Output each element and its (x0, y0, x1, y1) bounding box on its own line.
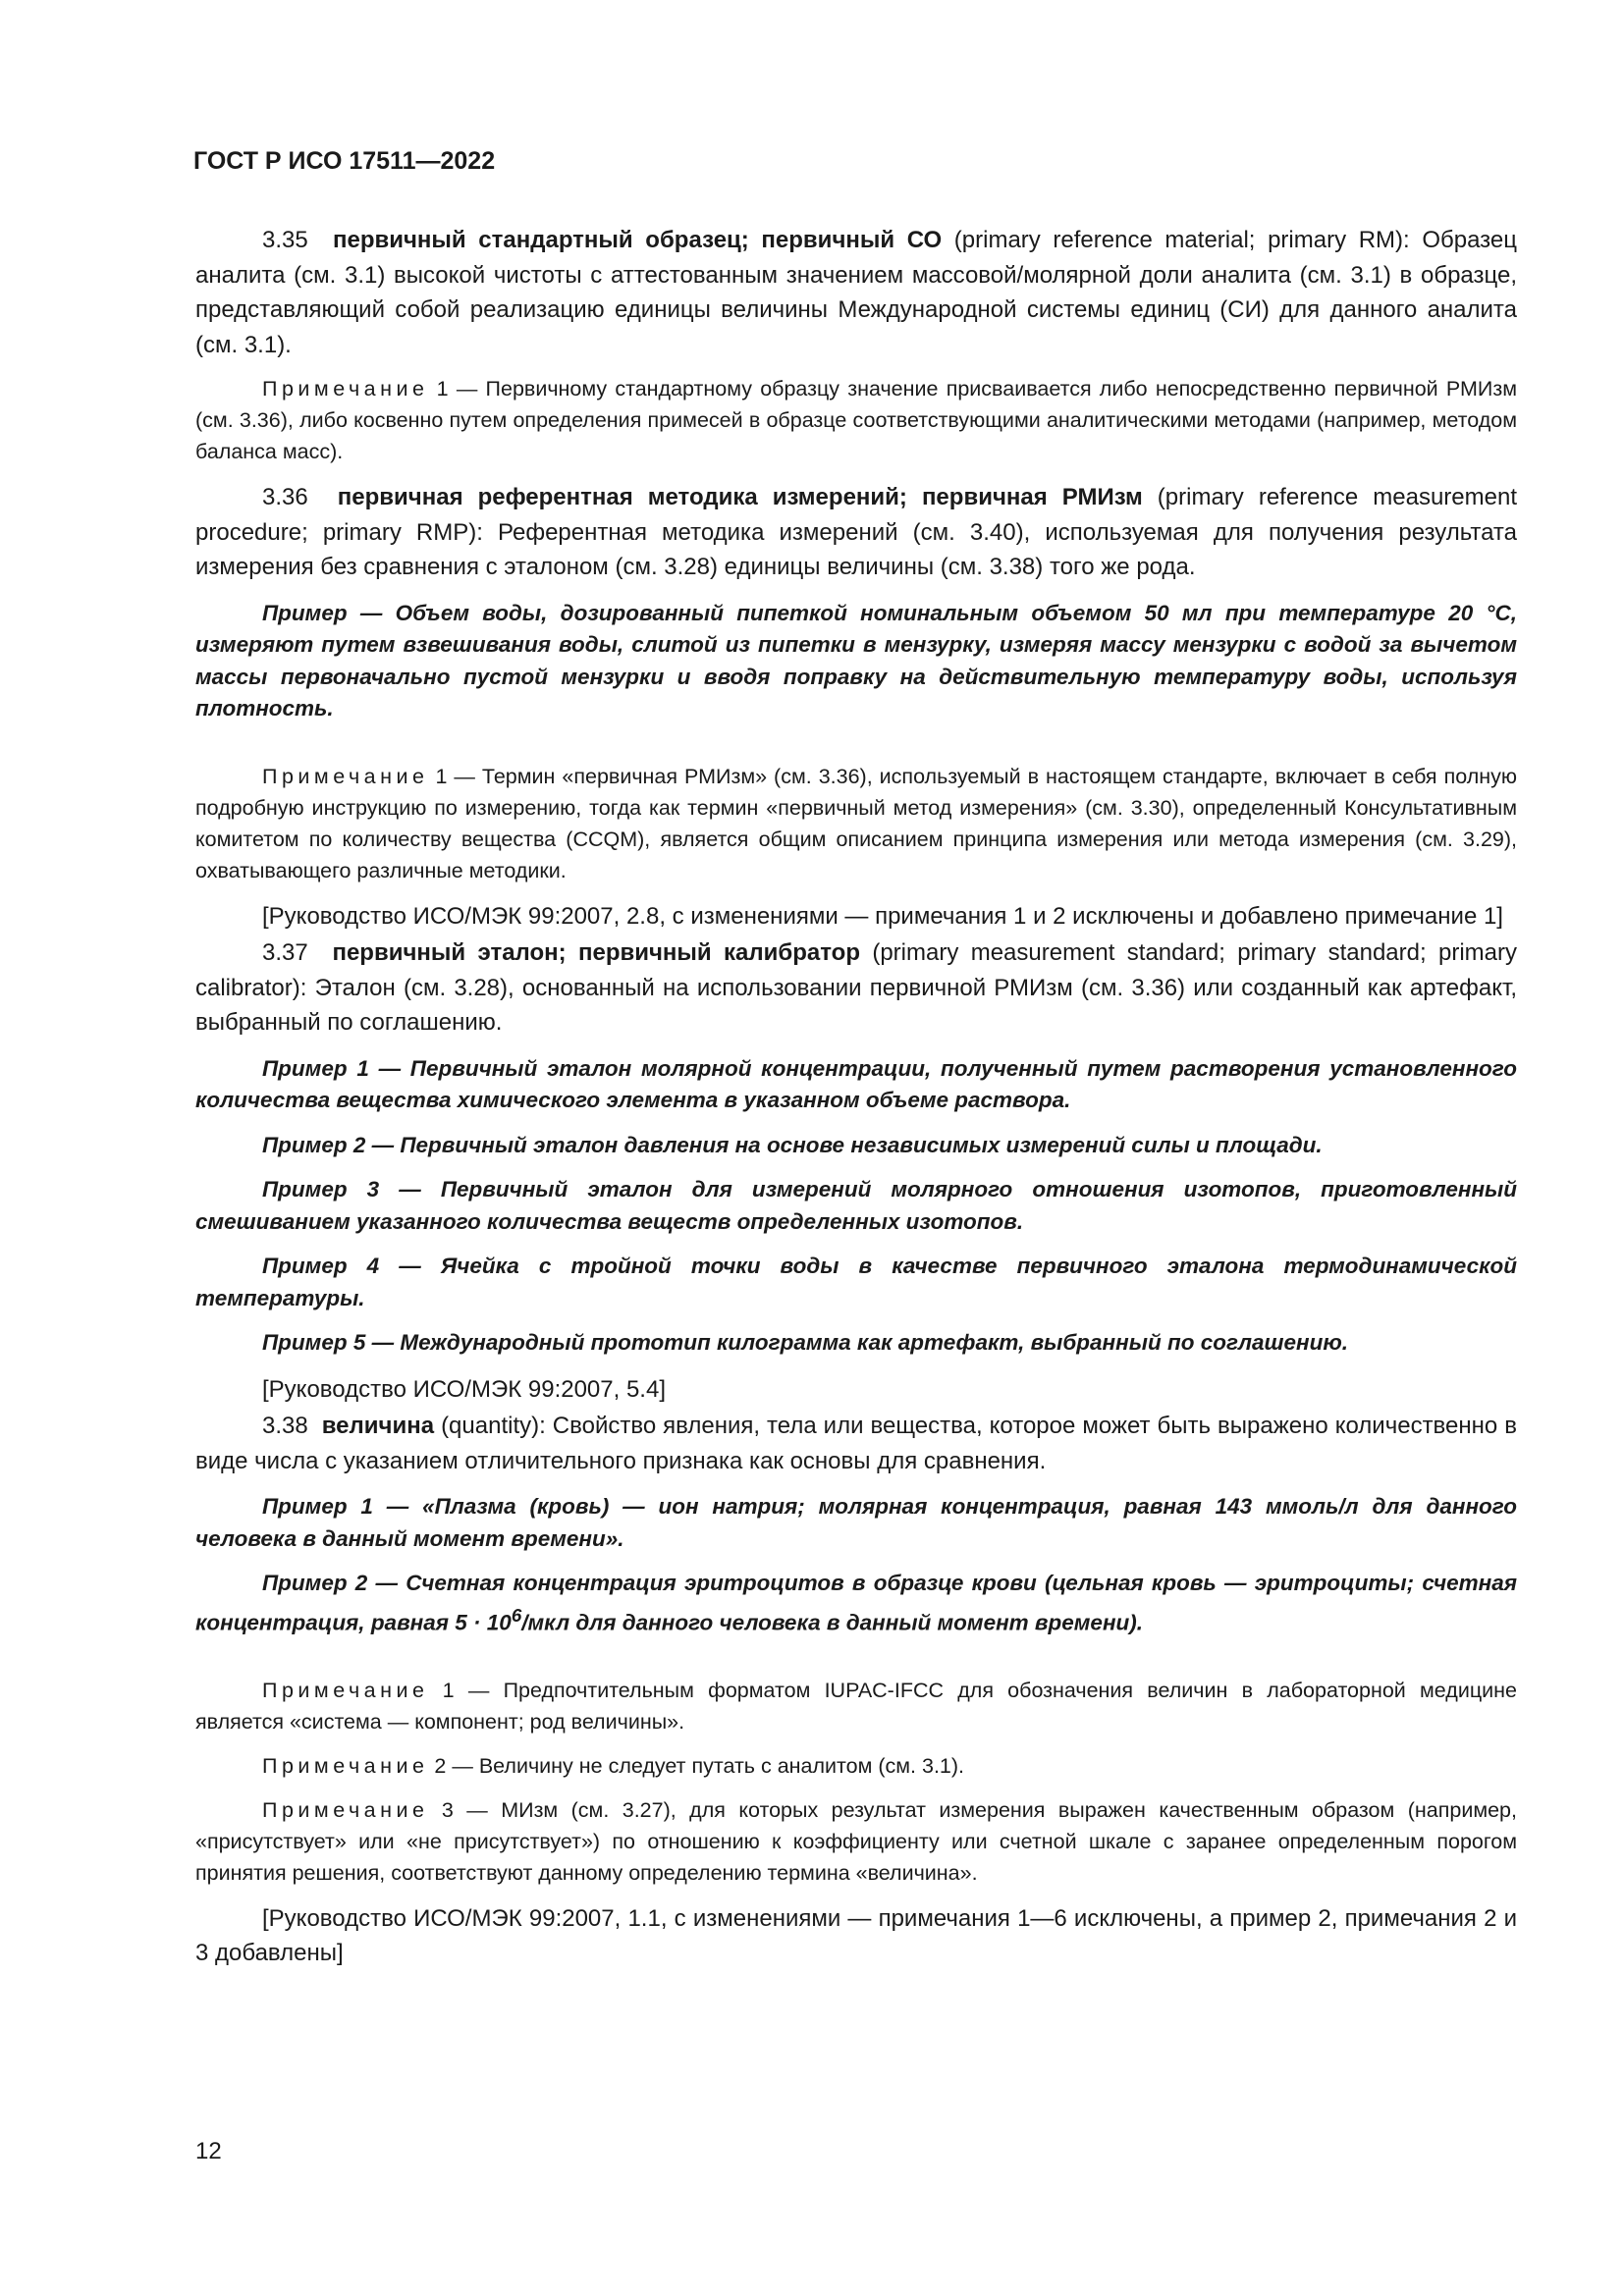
note-3-38-1 (195, 1675, 1517, 1737)
term-definition: (primary reference measurement procedure; primary RMP): Референтная методика измерений (см. 3.40), используемая для получения результата измерения без сравнения с эталоном (см. 3.28) единицы величины (см. 3.38) того же рода. (195, 484, 1517, 580)
term-number: 3.37 (262, 939, 308, 966)
note-label: Примечание (262, 377, 429, 400)
note-label: Примечание (262, 1753, 429, 1778)
term-title: первичная референтная методика измерений; первичная РМИзм (337, 484, 1143, 510)
example-3-37-5: Пример 5 — Международный прототип килограмма как артефакт, выбранный по соглашению. (262, 1330, 1349, 1355)
term-title: первичный эталон; первичный калибратор (332, 939, 860, 966)
term-definition: (quantity): Свойство явления, тела или вещества, которое может быть выражено количественно в виде числа с указанием отличительного признака как основы для сравнения. (195, 1413, 1517, 1474)
example-text: Пример 2 — Счетная концентрация эритроцитов в образце крови (цельная кровь — эритроциты; счетная концентрация, равная 5 · 10 (195, 1571, 1517, 1634)
note-3-36-1 (195, 761, 1517, 886)
source-3-38: [Руководство ИСО/МЭК 99:2007, 1.1, с изменениями — примечания 1—6 исключены, а пример 2, примечания 2 и 3 добавлены] (195, 1904, 1517, 1966)
note-label: Примечание (262, 1797, 429, 1822)
note-3-38-2 (195, 1750, 1517, 1782)
term-title: величина (321, 1413, 435, 1439)
term-number: 3.36 (262, 484, 308, 510)
page-header-title: ГОСТ Р ИСО 17511—2022 (193, 147, 496, 175)
note-text: 1 — Предпочтительным форматом IUPAC-IFCC для обозначения величин в лабораторной медицине является «система — компонент; род величины». (195, 1678, 1517, 1734)
term-number: 3.38 (262, 1413, 308, 1439)
exponent: 6 (511, 1604, 522, 1626)
note-text: 1 — Первичному стандартному образцу значение присваивается либо непосредственно первичной РМИзм (см. 3.36), либо косвенно путем определения примесей в образце соответствующими аналитическими методами (например, методом баланса масс). (195, 377, 1517, 463)
example-text-end: /мкл для данного человека в данный момент времени). (521, 1610, 1144, 1634)
note-text: 2 — Величину не следует путать с аналитом (см. 3.1). (428, 1753, 965, 1778)
page-number: 12 (195, 2138, 222, 2164)
example-3-36: Пример — Объем воды, дозированный пипеткой номинальным объемом 50 мл при температуре 20 °С, измеряют путем взвешивания воды, слитой из пипетки в мензурку, измеряя массу мензурки с водой за вычетом массы первоначально пустой мензурки и вводя поправку на действительную температуру воды, используя плотность. (195, 600, 1517, 721)
source-3-36: [Руководство ИСО/МЭК 99:2007, 2.8, с изменениями — примечания 1 и 2 исключены и добавлено примечание 1] (262, 902, 1503, 930)
example-3-38-2 (195, 1568, 1517, 1639)
term-number: 3.35 (262, 227, 308, 253)
note-3-35-1 (195, 373, 1517, 467)
example-3-37-4: Пример 4 — Ячейка с тройной точки воды в качестве первичного эталона термодинамической температуры. (195, 1254, 1517, 1310)
term-3-35 (195, 223, 1517, 362)
source-3-37: [Руководство ИСО/МЭК 99:2007, 5.4] (262, 1375, 666, 1403)
note-label: Примечание (262, 1678, 429, 1702)
note-text: 3 — МИзм (см. 3.27), для которых результат измерения выражен качественным образом (например, «присутствует» или «не присутствует») по отношению к коэффициенту или счетной шкале с заранее определенным порогом принятия решения, соответствуют данному определению термина «величина». (195, 1797, 1517, 1885)
term-3-38 (195, 1409, 1517, 1478)
example-3-38-1: Пример 1 — «Плазма (кровь) — ион натрия; молярная концентрация, равная 143 ммоль/л для данного человека в данный момент времени». (195, 1494, 1517, 1551)
term-3-36 (195, 480, 1517, 585)
term-definition: (primary measurement standard; primary standard; primary calibrator): Эталон (см. 3.28), основанный на использовании первичной РМИзм (см. 3.36) или созданный как артефакт, выбранный по соглашению. (195, 939, 1518, 1036)
example-3-37-2: Пример 2 — Первичный эталон давления на основе независимых измерений силы и площади. (262, 1132, 1323, 1157)
note-text: 1 — Термин «первичная РМИзм» (см. 3.36), используемый в настоящем стандарте, включает в себя полную подробную инструкцию по измерению, тогда как термин «первичный метод измерения» (см. 3.30), определенный Консультативным комитетом по количеству вещества (CCQM), является общим описанием принципа измерения или метода измерения (см. 3.29), охватывающего различные методики. (195, 764, 1517, 882)
document-body (195, 223, 1517, 1971)
note-3-38-3 (195, 1794, 1517, 1889)
note-label: Примечание (262, 764, 429, 788)
example-3-37-1: Пример 1 — Первичный эталон молярной концентрации, полученный путем растворения установленного количества вещества химического элемента в указанном объеме раствора. (195, 1055, 1517, 1112)
term-definition: (primary reference material; primary RM): Образец аналита (см. 3.1) высокой чистоты с аттестованным значением массовой/молярной доли аналита (см. 3.1) в образце, представляющий собой реализацию единицы величины Международной системы единиц (СИ) для данного аналита (см. 3.1). (195, 227, 1517, 358)
term-3-37 (195, 935, 1517, 1041)
example-3-37-3: Пример 3 — Первичный эталон для измерений молярного отношения изотопов, приготовленный смешиванием указанного количества веществ определенных изотопов. (195, 1177, 1517, 1234)
term-title: первичный стандартный образец; первичный СО (332, 227, 943, 253)
